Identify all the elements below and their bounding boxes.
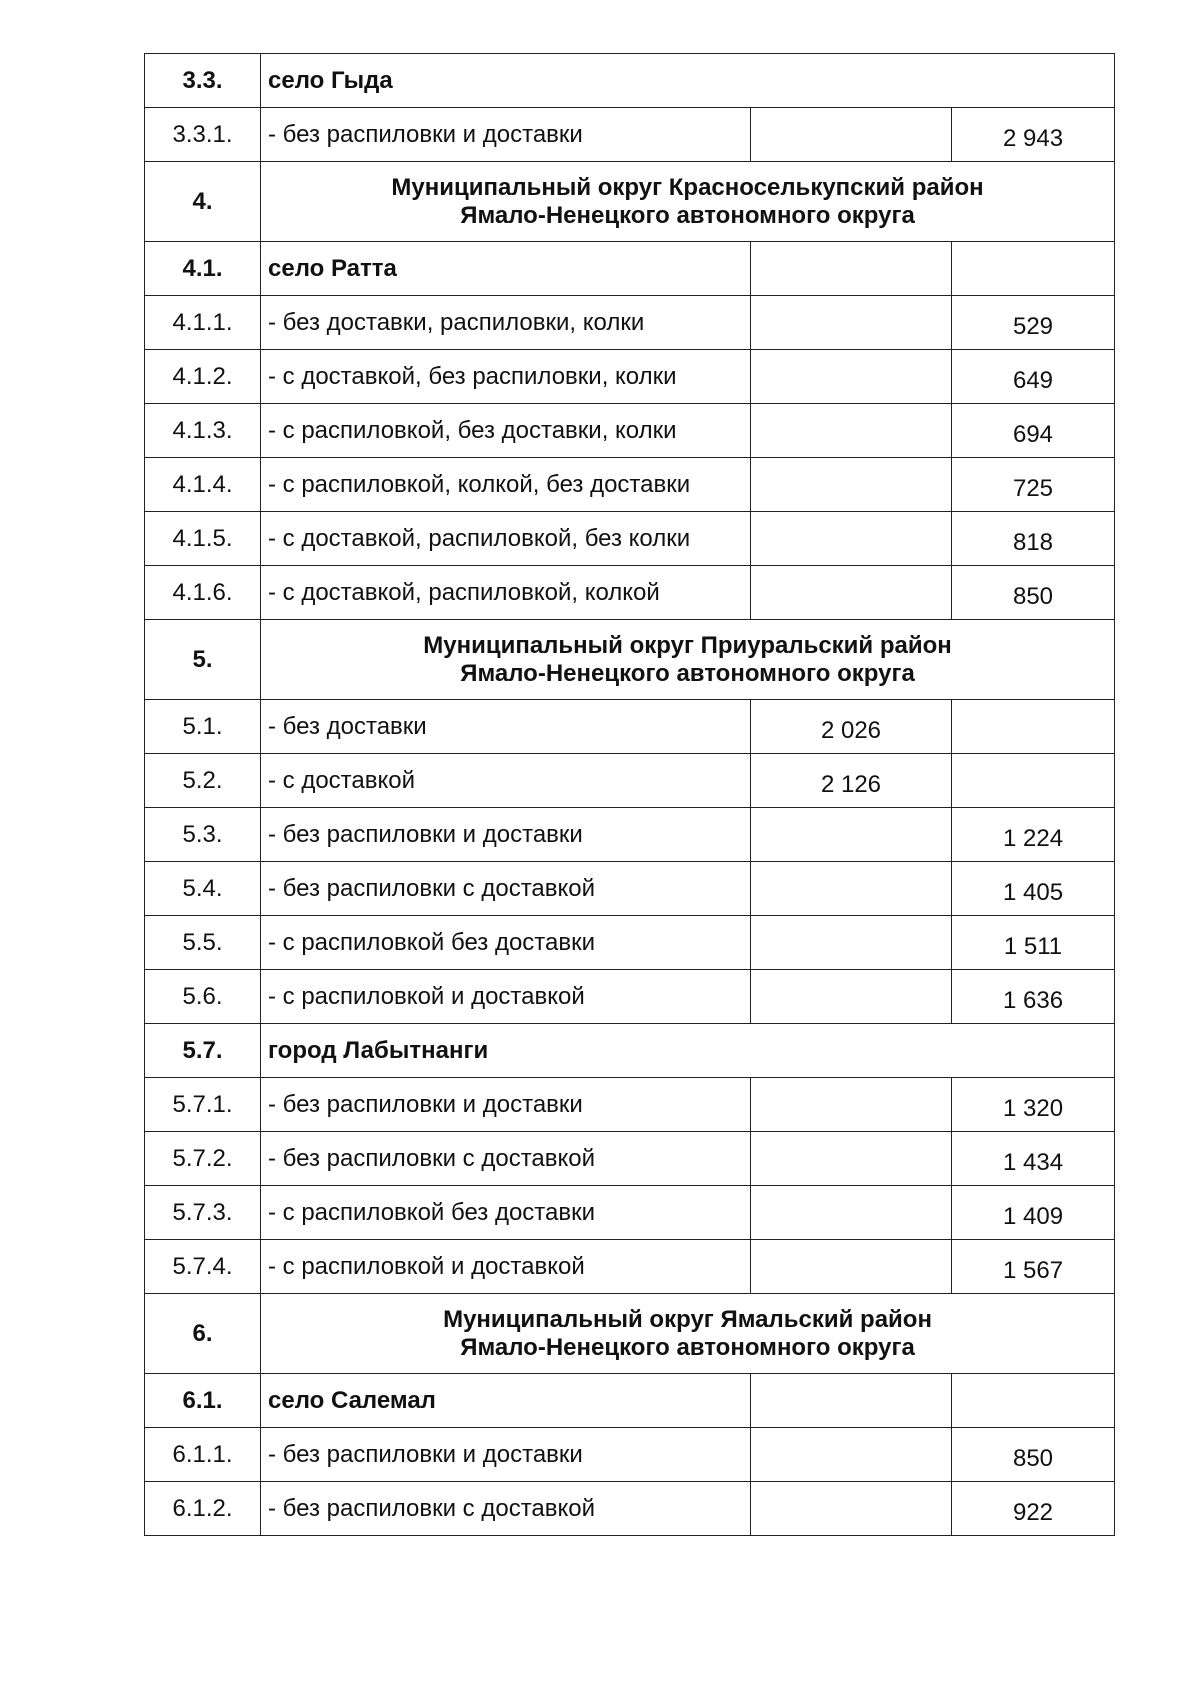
section-number: 4. [145,162,261,242]
row-description: - без доставки, распиловки, колки [261,296,751,350]
value-cell-1 [751,862,952,916]
value-cell-1: 2 126 [751,754,952,808]
value-cell-2: 1 567 [952,1240,1115,1294]
table-row [145,754,1115,808]
table-row [145,512,1115,566]
value-cell-2: 649 [952,350,1115,404]
section-title-line: Муниципальный округ Приуральский район [423,631,952,659]
locality-name: село Гыда [261,54,1115,108]
table-row [145,808,1115,862]
table-row [145,566,1115,620]
table-row [145,700,1115,754]
section-title-line: Ямало-Ненецкого автономного округа [460,1333,915,1361]
locality-number: 5.7. [145,1024,261,1078]
row-number: 5.7.4. [145,1240,261,1294]
table-row [145,404,1115,458]
value-cell-1 [751,458,952,512]
value-cell-2: 529 [952,296,1115,350]
row-description: - с распиловкой без доставки [261,916,751,970]
table-row [145,1186,1115,1240]
row-description: - с доставкой, распиловкой, без колки [261,512,751,566]
row-description: - без распиловки с доставкой [261,1132,751,1186]
row-description: - без распиловки и доставки [261,1078,751,1132]
row-description: - без распиловки и доставки [261,808,751,862]
table-row [145,1482,1115,1536]
value-cell-1 [751,970,952,1024]
row-number: 3.3.1. [145,108,261,162]
section-title-line: Ямало-Ненецкого автономного округа [460,201,915,229]
row-description: - с доставкой [261,754,751,808]
section-title [261,620,1115,700]
value-cell-1 [751,1078,952,1132]
value-cell-2: 1 434 [952,1132,1115,1186]
value-cell-2: 818 [952,512,1115,566]
locality-header-row [145,1024,1115,1078]
value-cell-2 [952,700,1115,754]
section-title-line: Муниципальный округ Красноселькупский район [391,173,984,201]
row-number: 4.1.6. [145,566,261,620]
row-number: 5.7.2. [145,1132,261,1186]
table-row [145,108,1115,162]
locality-header-row [145,1374,1115,1428]
value-cell-2 [952,242,1115,296]
locality-number: 4.1. [145,242,261,296]
row-number: 5.6. [145,970,261,1024]
section-title [261,162,1115,242]
row-description: - без распиловки с доставкой [261,1482,751,1536]
value-cell-2: 1 409 [952,1186,1115,1240]
value-cell-2: 1 636 [952,970,1115,1024]
row-description: - с распиловкой и доставкой [261,970,751,1024]
value-cell-1 [751,242,952,296]
locality-header-row [145,54,1115,108]
table-row [145,1132,1115,1186]
row-number: 4.1.3. [145,404,261,458]
section-header-row [145,620,1115,700]
value-cell-1 [751,1428,952,1482]
value-cell-1 [751,566,952,620]
value-cell-2: 850 [952,1428,1115,1482]
section-header-row [145,162,1115,242]
section-title-line: Ямало-Ненецкого автономного округа [460,659,915,687]
section-number: 6. [145,1294,261,1374]
table-row [145,296,1115,350]
row-description: - с распиловкой и доставкой [261,1240,751,1294]
value-cell-1 [751,1240,952,1294]
row-number: 5.4. [145,862,261,916]
table-row [145,1078,1115,1132]
value-cell-1 [751,916,952,970]
table-row [145,1428,1115,1482]
locality-number: 3.3. [145,54,261,108]
row-number: 6.1.2. [145,1482,261,1536]
value-cell-1 [751,1374,952,1428]
table-row [145,916,1115,970]
row-description: - без распиловки с доставкой [261,862,751,916]
value-cell-2: 1 224 [952,808,1115,862]
value-cell-1: 2 026 [751,700,952,754]
value-cell-2: 1 320 [952,1078,1115,1132]
row-number: 4.1.4. [145,458,261,512]
value-cell-2: 922 [952,1482,1115,1536]
row-number: 5.1. [145,700,261,754]
row-number: 4.1.5. [145,512,261,566]
value-cell-2: 725 [952,458,1115,512]
row-number: 5.7.3. [145,1186,261,1240]
row-description: - без распиловки и доставки [261,1428,751,1482]
row-number: 5.3. [145,808,261,862]
section-title [261,1294,1115,1374]
value-cell-1 [751,1482,952,1536]
row-number: 4.1.2. [145,350,261,404]
value-cell-1 [751,1186,952,1240]
row-description: - без доставки [261,700,751,754]
value-cell-1 [751,404,952,458]
value-cell-1 [751,808,952,862]
row-number: 5.2. [145,754,261,808]
table-row [145,862,1115,916]
tariff-table-body [145,54,1115,1536]
tariff-table [144,53,1115,1536]
locality-number: 6.1. [145,1374,261,1428]
value-cell-2: 850 [952,566,1115,620]
locality-name: село Ратта [261,242,751,296]
value-cell-1 [751,512,952,566]
row-description: - с распиловкой, без доставки, колки [261,404,751,458]
section-number: 5. [145,620,261,700]
row-number: 5.7.1. [145,1078,261,1132]
row-number: 5.5. [145,916,261,970]
table-row [145,970,1115,1024]
value-cell-2: 1 405 [952,862,1115,916]
table-row [145,1240,1115,1294]
value-cell-2 [952,1374,1115,1428]
value-cell-2: 2 943 [952,108,1115,162]
section-title-line: Муниципальный округ Ямальский район [443,1305,932,1333]
row-description: - без распиловки и доставки [261,108,751,162]
locality-name: город Лабытнанги [261,1024,1115,1078]
row-description: - с распиловкой, колкой, без доставки [261,458,751,512]
value-cell-1 [751,108,952,162]
value-cell-2: 1 511 [952,916,1115,970]
section-header-row [145,1294,1115,1374]
locality-header-row [145,242,1115,296]
row-number: 4.1.1. [145,296,261,350]
value-cell-1 [751,296,952,350]
locality-name: село Салемал [261,1374,751,1428]
value-cell-1 [751,350,952,404]
table-row [145,458,1115,512]
value-cell-1 [751,1132,952,1186]
row-description: - с доставкой, без распиловки, колки [261,350,751,404]
value-cell-2 [952,754,1115,808]
row-number: 6.1.1. [145,1428,261,1482]
table-row [145,350,1115,404]
row-description: - с распиловкой без доставки [261,1186,751,1240]
value-cell-2: 694 [952,404,1115,458]
row-description: - с доставкой, распиловкой, колкой [261,566,751,620]
